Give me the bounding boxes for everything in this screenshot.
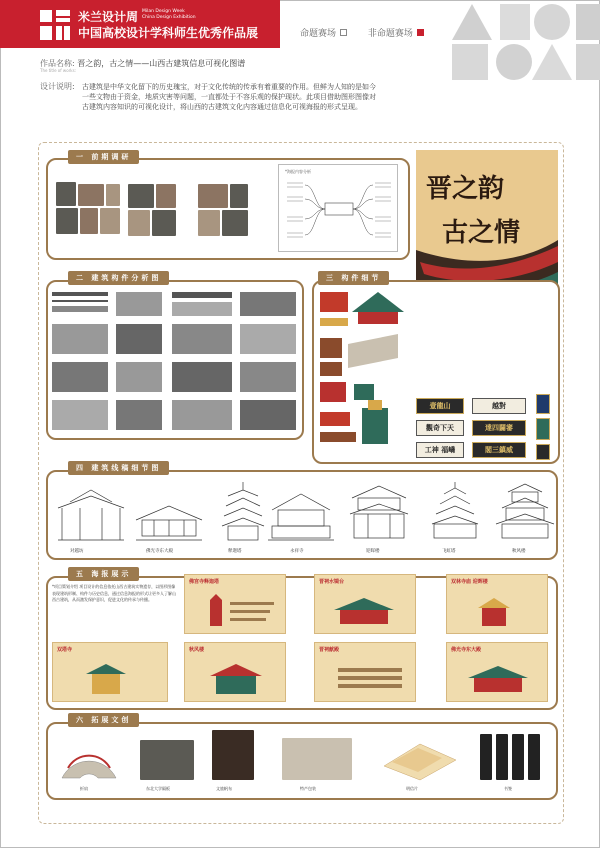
project-intro-text: *项目策划介绍 项目设计的信息依托山西古建筑实物遗存，以图形图像表现建筑形制、构件与历史信息，通过信息海报的形式让更多人了解山西古建筑，从而激发保护意识，促进文化的传承与传播。 bbox=[52, 584, 176, 602]
research-photo bbox=[56, 182, 76, 206]
research-photo bbox=[56, 208, 78, 234]
packaging-product-photo bbox=[282, 738, 352, 780]
poster-title-line1: 晋之韵 bbox=[426, 174, 505, 204]
sheet-illustration bbox=[330, 590, 410, 630]
event-title: 中国高校设计学科师生优秀作品展 bbox=[78, 26, 259, 40]
building-caption: 佛光寺东大殿 bbox=[146, 549, 173, 554]
design-description: 设计说明: 古建筑是中华文化留下的历史瑰宝，对于文化传统的传承有着重要的作用。但鲜为人知的是如今一些文物由于资金，地质灾害等问题，一直都处于不容乐观的保护现状。此项目借助图形图像对古建筑内容知识的可视化设计，将山西的古建筑文化内容通过信息化可视海报的形式呈现。 bbox=[40, 82, 376, 111]
plaque: 越對 bbox=[472, 398, 526, 414]
plaque: 壹龍山 bbox=[416, 398, 464, 414]
research-photo bbox=[152, 210, 176, 236]
work-title-en: The title of works: bbox=[40, 68, 77, 73]
building-caption: 飞虹塔 bbox=[442, 549, 456, 554]
building-drawing bbox=[344, 480, 414, 544]
plaque: 觀奇下天 bbox=[416, 420, 464, 436]
plaque bbox=[536, 418, 550, 440]
checkbox-open[interactable] bbox=[417, 29, 424, 36]
mindmap-diagram: *海报内容分析 bbox=[278, 164, 398, 252]
sheet-illustration bbox=[66, 658, 156, 698]
sheet-illustration bbox=[462, 590, 542, 630]
poster-sheet: 晋祠献殿 bbox=[314, 642, 416, 702]
building-drawing bbox=[266, 480, 336, 544]
tab-open[interactable]: 非命题赛场 bbox=[368, 26, 424, 39]
poster-sheet: 佛光寺东大殿 bbox=[446, 642, 548, 702]
research-photo bbox=[128, 184, 154, 208]
tab-assigned[interactable]: 命题赛场 bbox=[300, 26, 347, 39]
building-caption: 迎晖楼 bbox=[366, 549, 380, 554]
poster-sheet: 佛宫寺释迦塔 bbox=[184, 574, 286, 634]
research-photo bbox=[222, 210, 248, 236]
product-caption: 东北大学隔板 bbox=[146, 786, 170, 791]
mindmap-graphic bbox=[279, 165, 399, 253]
plaque bbox=[536, 394, 550, 414]
building-drawing bbox=[420, 480, 490, 544]
category-tabs bbox=[300, 26, 442, 39]
product-caption: 明信片 bbox=[406, 786, 418, 791]
component-detail-illustrations bbox=[318, 288, 408, 458]
section-line-drawings-title: 四 建筑线稿细节图 bbox=[68, 461, 169, 475]
research-photo bbox=[128, 210, 150, 236]
folding-fan-product bbox=[58, 738, 120, 782]
bookmark-product bbox=[480, 734, 492, 780]
bookmark-product bbox=[528, 734, 540, 780]
section-component-analysis-title: 二 建筑构件分析图 bbox=[68, 271, 169, 285]
brand-name: 米兰设计周 bbox=[78, 10, 139, 24]
building-drawing bbox=[56, 480, 126, 544]
plaque: 閣三鎮威 bbox=[472, 442, 526, 458]
tote-bag-product-photo bbox=[212, 730, 254, 780]
event-logo bbox=[40, 10, 70, 40]
bookmark-product bbox=[512, 734, 524, 780]
research-photo bbox=[198, 210, 220, 236]
building-caption: 对越坊 bbox=[70, 549, 84, 554]
sheet-illustration bbox=[330, 658, 410, 698]
section-research-title: 一 前期调研 bbox=[68, 150, 139, 164]
poster-title-line2: 古之情 bbox=[442, 218, 521, 248]
building-caption: 永祥寺 bbox=[290, 549, 304, 554]
plaque bbox=[536, 444, 550, 460]
bookmark-product bbox=[496, 734, 508, 780]
product-caption: 文旅帆布 bbox=[216, 786, 232, 791]
geometric-decoration bbox=[452, 0, 600, 80]
building-caption: 释迦塔 bbox=[228, 549, 242, 554]
sheet-illustration bbox=[200, 590, 280, 630]
plaque: 工神 福嶠 bbox=[416, 442, 464, 458]
sheet-illustration bbox=[462, 658, 542, 698]
research-photo bbox=[78, 184, 104, 206]
poster-sheet: 双塔寺 bbox=[52, 642, 168, 702]
poster-sheet: 双林寺庙 迎晖楼 bbox=[446, 574, 548, 634]
poster-sheet: 秋风楼 bbox=[184, 642, 286, 702]
research-photo bbox=[230, 184, 248, 208]
research-photo bbox=[80, 208, 98, 234]
checkbox-assigned[interactable] bbox=[340, 29, 347, 36]
product-caption: 特产包装 bbox=[300, 786, 316, 791]
shelf-product-photo bbox=[140, 740, 194, 780]
research-photo bbox=[198, 184, 228, 208]
research-photo bbox=[106, 184, 120, 206]
sheet-illustration bbox=[200, 658, 280, 698]
component-diagrams bbox=[50, 288, 300, 436]
product-caption: 折扇 bbox=[80, 786, 88, 791]
plaque: 達四闢審 bbox=[472, 420, 526, 436]
section-poster-display-title: 五 海报展示 bbox=[68, 567, 139, 581]
research-photo bbox=[100, 208, 120, 234]
brand-name-en: Milan Design Week China Design Exhibition bbox=[142, 9, 196, 20]
building-caption: 秋风楼 bbox=[512, 549, 526, 554]
section-cultural-products-title: 六 拓展文创 bbox=[68, 713, 139, 727]
postcard-product bbox=[380, 736, 460, 782]
work-title: 作品名称: 晋之韵，古之情——山西古建筑信息可视化图谱 bbox=[40, 59, 246, 68]
poster-sheet: 晋祠水镜台 bbox=[314, 574, 416, 634]
research-photo bbox=[156, 184, 176, 208]
section-component-details-title: 三 构件细节 bbox=[318, 271, 389, 285]
product-caption: 书签 bbox=[504, 786, 512, 791]
building-drawing bbox=[490, 480, 560, 544]
building-drawing bbox=[134, 480, 204, 544]
